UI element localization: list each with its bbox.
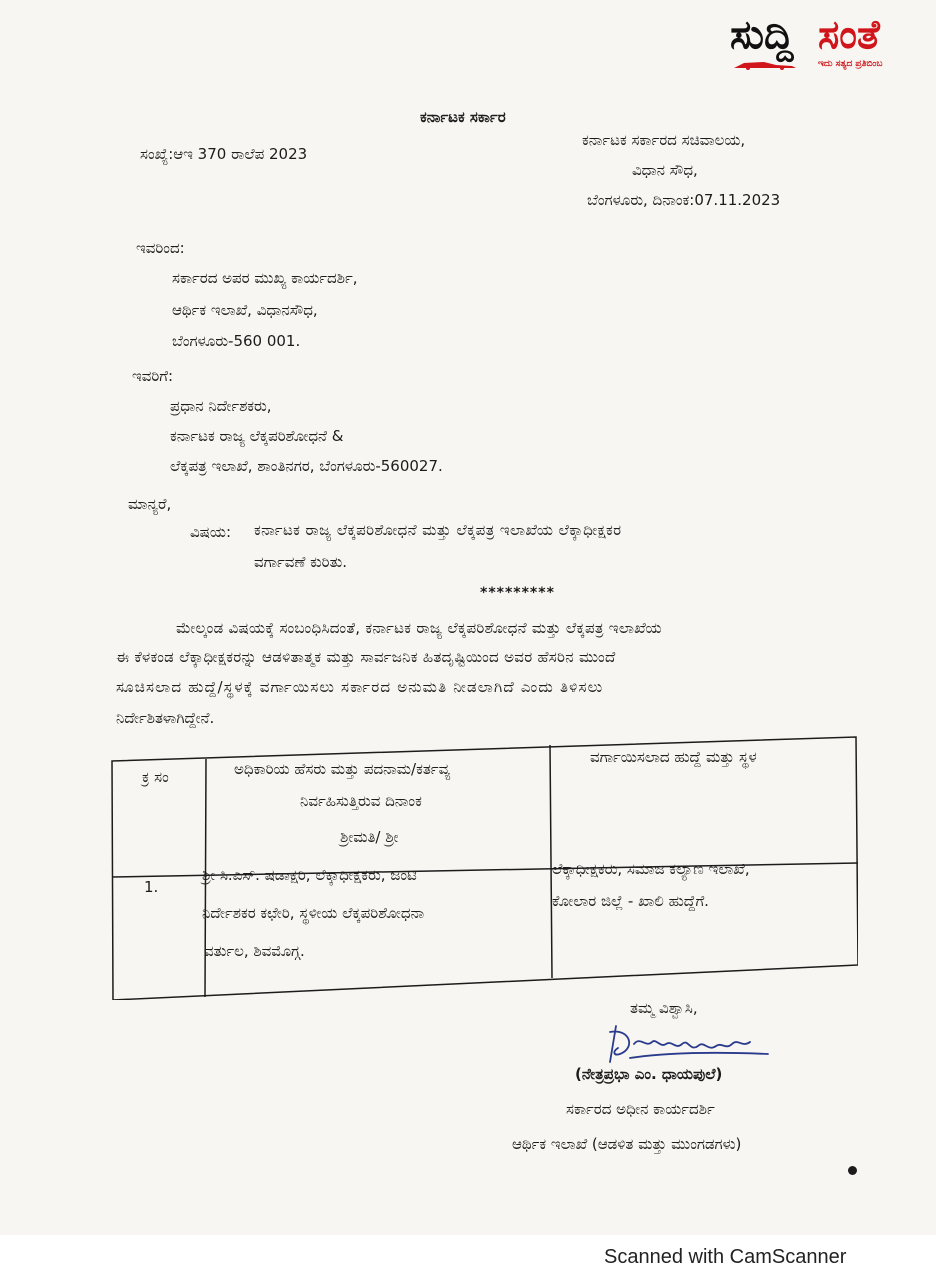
signatory-department: ಆರ್ಥಿಕ ಇಲಾಖೆ (ಆಡಳಿತ ಮತ್ತು ಮುಂಗಡಗಳು) bbox=[512, 1135, 742, 1153]
row-1-officer-1: ಶ್ರೀ ಸಿ.ಎಸ್. ಷಡಾಕ್ಷರಿ, ಲೆಕ್ಕಾಧೀಕ್ಷಕರು, ಜಂಟಿ bbox=[202, 866, 417, 884]
office-date: ಬೆಂಗಳೂರು, ದಿನಾಂಕ:07.11.2023 bbox=[587, 191, 781, 209]
row-1-sl-no: 1. bbox=[144, 878, 159, 896]
row-1-posting-2: ಕೋಲಾರ ಜಿಲ್ಲೆ - ಖಾಲಿ ಹುದ್ದೆಗೆ. bbox=[552, 892, 709, 910]
salutation: ಮಾನ್ಯರೆ, bbox=[128, 495, 172, 513]
logo-word-1: ಸುದ್ದಿ bbox=[730, 12, 794, 58]
signature-image bbox=[590, 1018, 780, 1066]
header-officer-3: ಶ್ರೀಮತಿ/ ಶ್ರೀ bbox=[340, 828, 399, 846]
ink-dot bbox=[848, 1166, 857, 1175]
from-line-2: ಆರ್ಥಿಕ ಇಲಾಖೆ, ವಿಧಾನಸೌಧ, bbox=[172, 301, 318, 319]
office-line-2: ವಿಧಾನ ಸೌಧ, bbox=[632, 161, 698, 179]
to-line-1: ಪ್ರಧಾನ ನಿರ್ದೇಶಕರು, bbox=[170, 397, 272, 415]
body-line-4: ನಿರ್ದೇಶಿತಳಾಗಿದ್ದೇನೆ. bbox=[116, 709, 215, 727]
logo-tagline: ಇದು ಸತ್ಯದ ಪ್ರತಿಬಿಂಬ bbox=[818, 59, 883, 69]
header-officer-2: ನಿರ್ವಹಿಸುತ್ತಿರುವ ದಿನಾಂಕ bbox=[300, 792, 422, 810]
transfer-table bbox=[110, 735, 858, 1000]
subject-line-2: ವರ್ಗಾವಣೆ ಕುರಿತು. bbox=[254, 553, 348, 571]
government-heading: ಕರ್ನಾಟಕ ಸರ್ಕಾರ bbox=[420, 108, 506, 126]
closing-yours: ತಮ್ಮ ವಿಶ್ವಾಸಿ, bbox=[630, 999, 698, 1017]
header-officer-1: ಅಧಿಕಾರಿಯ ಹೆಸರು ಮತ್ತು ಪದನಾಮ/ಕರ್ತವ್ಯ bbox=[234, 760, 451, 778]
signatory-designation: ಸರ್ಕಾರದ ಅಧೀನ ಕಾರ್ಯದರ್ಶಿ bbox=[566, 1100, 715, 1118]
from-line-1: ಸರ್ಕಾರದ ಅಪರ ಮುಖ್ಯ ಕಾರ್ಯದರ್ಶಿ, bbox=[172, 269, 358, 287]
row-1-officer-3: ವರ್ತುಲ, ಶಿವಮೊಗ್ಗ. bbox=[204, 942, 305, 960]
body-line-2: ಈ ಕೆಳಕಂಡ ಲೆಕ್ಕಾಧೀಕ್ಷಕರನ್ನು ಆಡಳಿತಾತ್ಮಕ ಮತ್ತು ಸಾರ್ವಜನಿಕ ಹಿತದೃಷ್ಟಿಯಿಂದ ಅವರ ಹೆಸರಿನ ಮುಂದೆ bbox=[116, 648, 616, 666]
to-line-2: ಕರ್ನಾಟಕ ರಾಜ್ಯ ಲೆಕ್ಕಪರಿಶೋಧನೆ & bbox=[170, 427, 344, 445]
from-label: ಇವರಿಂದ: bbox=[136, 239, 185, 257]
to-line-3: ಲೆಕ್ಕಪತ್ರ ಇಲಾಖೆ, ಶಾಂತಿನಗರ, ಬೆಂಗಳೂರು-560027. bbox=[170, 457, 443, 475]
body-line-3: ಸೂಚಿಸಲಾದ ಹುದ್ದೆ/ಸ್ಥಳಕ್ಕೆ ವರ್ಗಾಯಿಸಲು ಸರ್ಕಾರದ ಅನುಮತಿ ನೀಡಲಾಗಿದೆ ಎಂದು ತಿಳಿಸಲು bbox=[116, 678, 604, 696]
subject-label: ವಿಷಯ: bbox=[190, 523, 231, 541]
logo-word-2: ಸಂತೆ bbox=[818, 12, 880, 58]
office-line-1: ಕರ್ನಾಟಕ ಸರ್ಕಾರದ ಸಚಿವಾಲಯ, bbox=[582, 131, 746, 149]
subject-line-1: ಕರ್ನಾಟಕ ರಾಜ್ಯ ಲೆಕ್ಕಪರಿಶೋಧನೆ ಮತ್ತು ಲೆಕ್ಕಪತ್ರ ಇಲಾಖೆಯ ಲೆಕ್ಕಾಧೀಕ್ಷಕರ bbox=[254, 521, 622, 539]
car-icon bbox=[730, 60, 800, 70]
header-posting: ವರ್ಗಾಯಿಸಲಾದ ಹುದ್ದೆ ಮತ್ತು ಸ್ಥಳ bbox=[590, 748, 757, 766]
camscanner-watermark: Scanned with CamScanner bbox=[604, 1246, 847, 1268]
from-line-3: ಬೆಂಗಳೂರು-560 001. bbox=[172, 332, 301, 350]
header-sl-no: ಕ್ರ ಸಂ bbox=[142, 768, 169, 786]
sudhi-sante-logo bbox=[726, 10, 926, 76]
row-1-officer-2: ನಿರ್ದೇಶಕರ ಕಛೇರಿ, ಸ್ಥಳೀಯ ಲೆಕ್ಕಪರಿಶೋಧನಾ bbox=[202, 904, 425, 922]
row-1-posting-1: ಲೆಕ್ಕಾಧೀಕ್ಷಕರು, ಸಮಾಜ ಕಲ್ಯಾಣ ಇಲಾಖೆ, bbox=[552, 860, 750, 878]
separator-stars: ********* bbox=[480, 585, 555, 601]
to-label: ಇವರಿಗೆ: bbox=[132, 367, 174, 385]
signatory-name: (ನೇತ್ರಪ್ರಭಾ ಎಂ. ಧಾಯಪುಲೆ) bbox=[575, 1065, 723, 1083]
body-line-1: ಮೇಲ್ಕಂಡ ವಿಷಯಕ್ಕೆ ಸಂಬಂಧಿಸಿದಂತೆ, ಕರ್ನಾಟಕ ರಾಜ್ಯ ಲೆಕ್ಕಪರಿಶೋಧನೆ ಮತ್ತು ಲೆಕ್ಕಪತ್ರ ಇಲಾಖೆಯ bbox=[176, 619, 662, 637]
order-number: ಸಂಖ್ಯೆ:ಆಇ 370 ರಾಲೆಪ 2023 bbox=[140, 145, 308, 163]
